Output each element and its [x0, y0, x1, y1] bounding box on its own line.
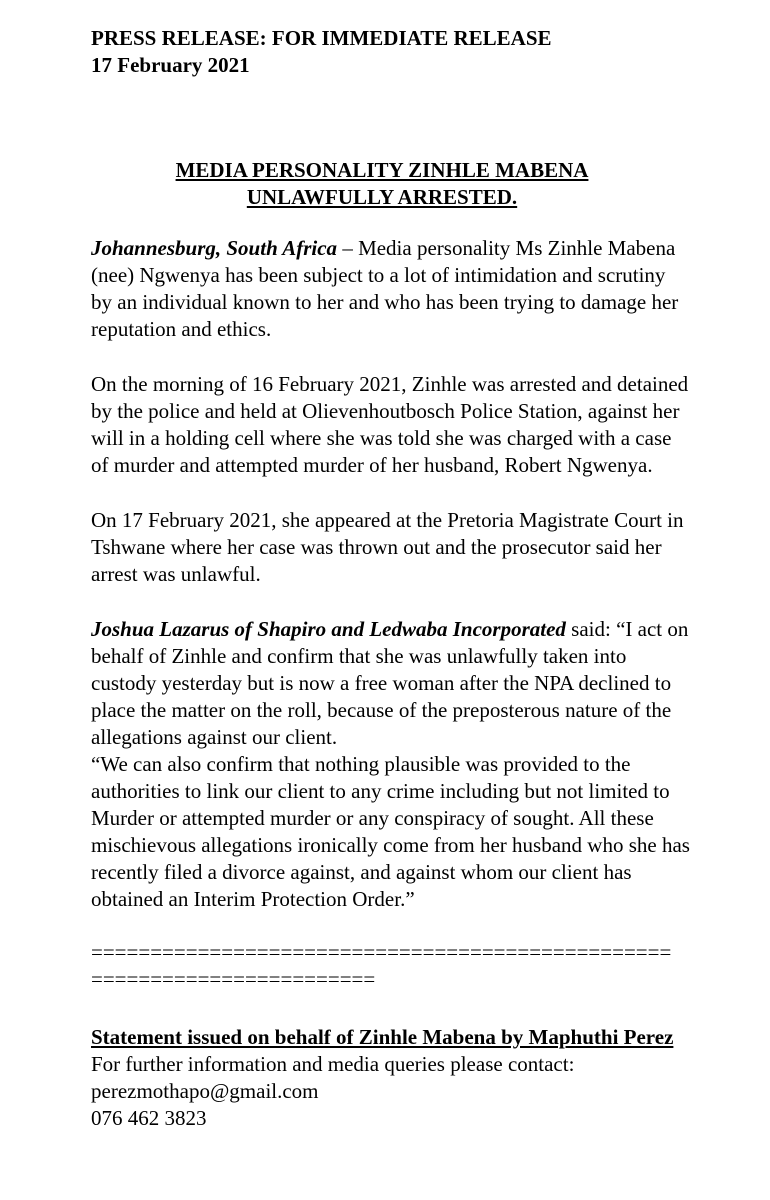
- lawyer-name: Joshua Lazarus of Shapiro and Ledwaba Incorporated: [91, 617, 566, 641]
- release-date: 17 February 2021: [91, 53, 250, 77]
- paragraph-arrest: On the morning of 16 February 2021, Zinhle was arrested and detained by the police and held at Olievenhoutbosch Police Station, against her will in a holding cell where she was told she was charged with a case of murder and attempted murder of her husband, Robert Ngwenya.: [91, 372, 689, 477]
- contact-phone: 076 462 3823: [91, 1106, 207, 1130]
- headline-line-1: MEDIA PERSONALITY ZINHLE MABENA: [175, 158, 589, 182]
- signoff-title: Statement issued on behalf of Zinhle Mabena by Maphuthi Perez: [91, 1025, 674, 1049]
- headline: [91, 157, 691, 211]
- dateline: Johannesburg, South Africa: [91, 236, 338, 260]
- headline-line-2: UNLAWFULLY ARRESTED.: [246, 185, 518, 209]
- lawyer-quote: said: “I act on behalf of Zinhle and confirm that she was unlawfully taken into custody yesterday but is now a free woman after the NPA declined to place the matter on the roll, because of the preposterous nature of the allegations against our client.: [91, 617, 689, 749]
- paragraph-lawyer-quote-continued: “We can also confirm that nothing plausible was provided to the authorities to link our client to any crime including but not limited to Murder or attempted murder or any conspiracy of sought. All these mischievous allegations ironically come from her husband who she has recently filed a divorce against, and against whom our client has obtained an Interim Protection Order.”: [91, 752, 690, 911]
- document-header: [91, 25, 691, 79]
- press-release-document: [91, 25, 691, 1132]
- paragraph-court: On 17 February 2021, she appeared at the Pretoria Magistrate Court in Tshwane where her case was thrown out and the prosecutor said her arrest was unlawful.: [91, 508, 684, 586]
- divider: =========================================================================: [91, 940, 672, 991]
- signoff: [91, 1024, 691, 1132]
- contact-line: For further information and media queries please contact:: [91, 1052, 575, 1076]
- paragraph-lawyer-statement: [91, 616, 691, 751]
- paragraph-intro: [91, 235, 691, 343]
- release-label: PRESS RELEASE: FOR IMMEDIATE RELEASE: [91, 26, 552, 50]
- contact-email: perezmothapo@gmail.com: [91, 1079, 319, 1103]
- intro-text: – Media personality Ms Zinhle Mabena (nee) Ngwenya has been subject to a lot of intimidation and scrutiny by an individual known to her and who has been trying to damage her reputation and ethics.: [91, 236, 679, 341]
